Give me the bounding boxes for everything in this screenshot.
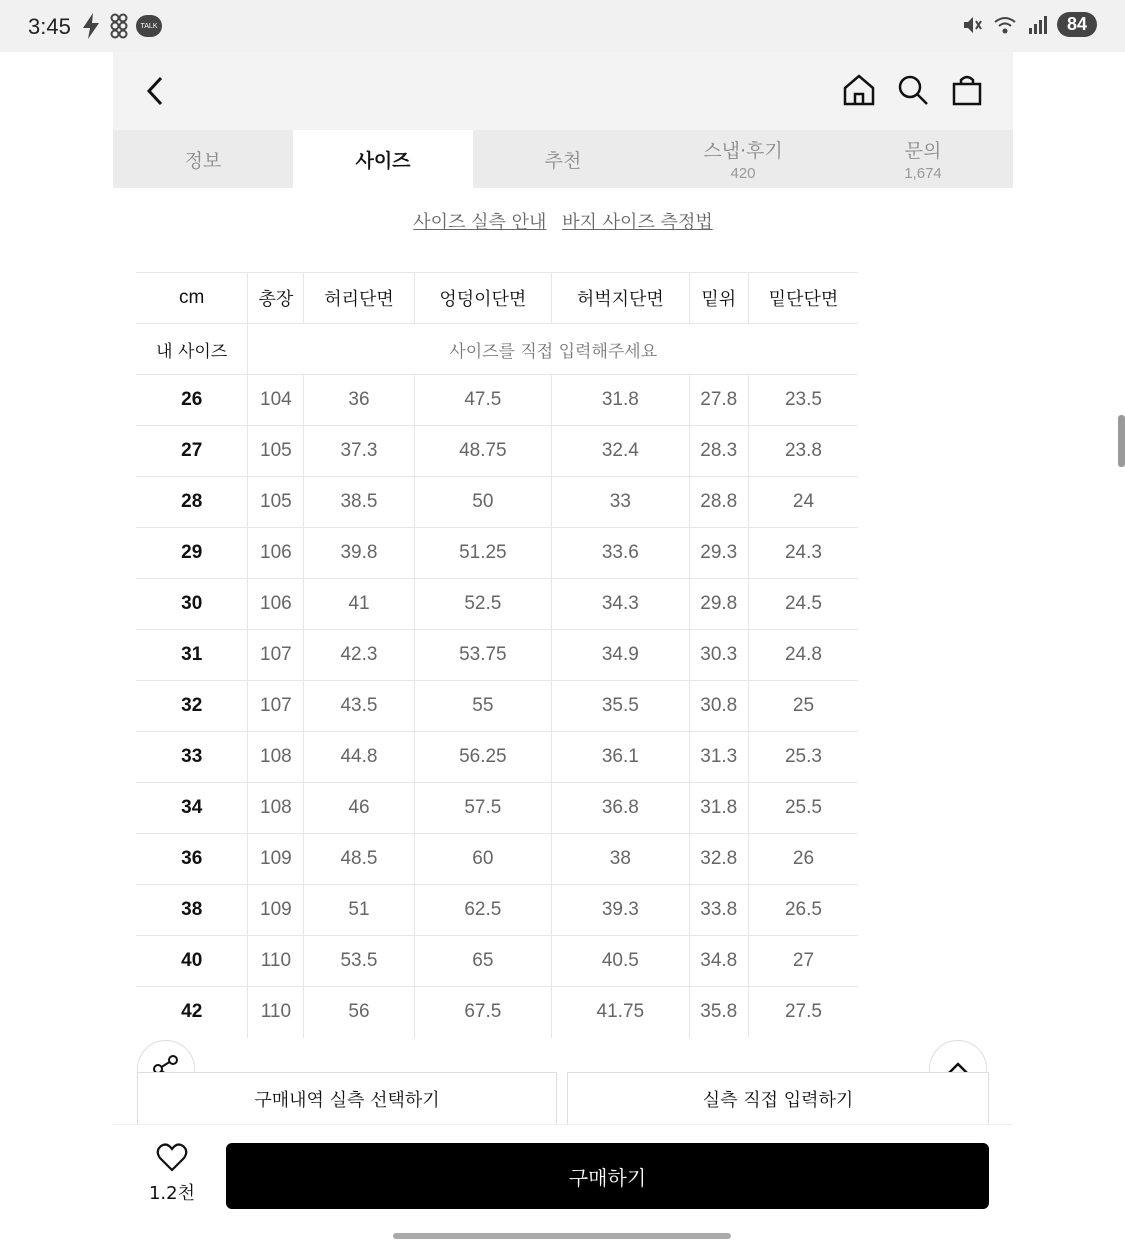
- measurement-cell: 105: [248, 426, 304, 477]
- measurement-cell: 60: [414, 834, 551, 885]
- home-icon: [841, 72, 877, 108]
- measurement-cell: 26.5: [748, 885, 858, 936]
- measurement-cell: 36.1: [552, 732, 689, 783]
- measurement-cell: 26: [748, 834, 858, 885]
- table-row: [136, 987, 858, 1038]
- table-header: 엉덩이단면: [414, 273, 551, 324]
- mute-icon: [961, 14, 983, 36]
- measurement-cell: 110: [248, 936, 304, 987]
- measurement-cell: 31.8: [552, 375, 689, 426]
- size-label: 38: [136, 885, 248, 936]
- tab-info[interactable]: [113, 130, 293, 188]
- measurement-cell: 32.4: [552, 426, 689, 477]
- like-count: 1.2천: [148, 1183, 195, 1204]
- size-label: 28: [136, 477, 248, 528]
- measurement-cell: 41: [304, 579, 414, 630]
- size-table: [136, 272, 858, 1038]
- tab-label: 스냅·후기: [703, 140, 783, 162]
- size-label: 40: [136, 936, 248, 987]
- home-button[interactable]: [841, 72, 877, 108]
- measurement-cell: 23.8: [748, 426, 858, 477]
- table-header: 밑위: [689, 273, 748, 324]
- table-row: [136, 783, 858, 834]
- measurement-cell: 24.5: [748, 579, 858, 630]
- measurement-cell: 50: [414, 477, 551, 528]
- my-size-prompt[interactable]: 사이즈를 직접 입력해주세요: [248, 324, 858, 375]
- measurement-cell: 38: [552, 834, 689, 885]
- table-row: [136, 630, 858, 681]
- measurement-cell: 37.3: [304, 426, 414, 477]
- measurement-cell: 30.8: [689, 681, 748, 732]
- measurement-cell: 24.8: [748, 630, 858, 681]
- measurement-cell: 31.3: [689, 732, 748, 783]
- measurement-cell: 27: [748, 936, 858, 987]
- measurement-cell: 109: [248, 885, 304, 936]
- measurement-cell: 29.3: [689, 528, 748, 579]
- measurement-cell: 51.25: [414, 528, 551, 579]
- select-purchase-history-button[interactable]: 구매내역 실측 선택하기: [137, 1072, 557, 1124]
- measurement-cell: 39.3: [552, 885, 689, 936]
- top-icons: [841, 72, 985, 108]
- cart-button[interactable]: [949, 72, 985, 108]
- table-header: 허벅지단면: [552, 273, 689, 324]
- measurement-cell: 56.25: [414, 732, 551, 783]
- grid-app-icon: [110, 13, 128, 39]
- measurement-cell: 46: [304, 783, 414, 834]
- measurement-cell: 24: [748, 477, 858, 528]
- size-label: 27: [136, 426, 248, 477]
- measurement-cell: 106: [248, 579, 304, 630]
- wifi-icon: [993, 14, 1017, 36]
- search-icon: [895, 72, 931, 108]
- size-label: 34: [136, 783, 248, 834]
- measurement-cell: 35.5: [552, 681, 689, 732]
- measurement-cell: 34.8: [689, 936, 748, 987]
- size-label: 26: [136, 375, 248, 426]
- size-guide-links: [113, 208, 1013, 234]
- measurement-cell: 28.8: [689, 477, 748, 528]
- measurement-cell: 25.5: [748, 783, 858, 834]
- direct-input-button[interactable]: 실측 직접 입력하기: [567, 1072, 989, 1124]
- tab-label: 사이즈: [355, 149, 411, 172]
- size-label: 36: [136, 834, 248, 885]
- size-label: 29: [136, 528, 248, 579]
- measurement-cell: 106: [248, 528, 304, 579]
- bolt-icon: [80, 12, 102, 40]
- table-row: [136, 477, 858, 528]
- table-header: 총장: [248, 273, 304, 324]
- measurement-cell: 44.8: [304, 732, 414, 783]
- measurement-cell: 25: [748, 681, 858, 732]
- size-guide-link[interactable]: 사이즈 실측 안내: [413, 212, 547, 233]
- size-label: 31: [136, 630, 248, 681]
- measurement-cell: 28.3: [689, 426, 748, 477]
- measurement-cell: 56: [304, 987, 414, 1038]
- measurement-cell: 30.3: [689, 630, 748, 681]
- buy-button[interactable]: 구매하기: [226, 1143, 989, 1209]
- shopping-bag-icon: [949, 72, 985, 108]
- search-button[interactable]: [895, 72, 931, 108]
- table-header: cm: [136, 273, 248, 324]
- size-label: 33: [136, 732, 248, 783]
- measurement-cell: 40.5: [552, 936, 689, 987]
- table-row: [136, 528, 858, 579]
- top-bar: [113, 52, 1013, 130]
- table-row: [136, 834, 858, 885]
- table-header: 밑단단면: [748, 273, 858, 324]
- table-row: [136, 579, 858, 630]
- heart-icon: [156, 1143, 188, 1173]
- measurement-cell: 67.5: [414, 987, 551, 1038]
- measurement-cell: 109: [248, 834, 304, 885]
- my-size-row[interactable]: [136, 324, 858, 375]
- measurement-cell: 53.5: [304, 936, 414, 987]
- measurement-cell: 31.8: [689, 783, 748, 834]
- measurement-cell: 32.8: [689, 834, 748, 885]
- table-row: [136, 426, 858, 477]
- status-left-icons: [80, 12, 162, 40]
- measurement-cell: 108: [248, 732, 304, 783]
- tab-label: 추천: [544, 149, 582, 172]
- measurement-cell: 48.75: [414, 426, 551, 477]
- measurement-cell: 105: [248, 477, 304, 528]
- measurement-cell: 65: [414, 936, 551, 987]
- tab-reviews[interactable]: [653, 130, 833, 188]
- table-row: [136, 936, 858, 987]
- measurement-cell: 48.5: [304, 834, 414, 885]
- tab-size[interactable]: [293, 130, 473, 188]
- pants-measure-link[interactable]: 바지 사이즈 측정법: [562, 212, 713, 233]
- scrollbar-thumb[interactable]: [1118, 415, 1125, 467]
- measurement-cell: 33.6: [552, 528, 689, 579]
- measurement-cell: 55: [414, 681, 551, 732]
- measurement-cell: 29.8: [689, 579, 748, 630]
- like-button[interactable]: [143, 1143, 201, 1205]
- measurement-cell: 62.5: [414, 885, 551, 936]
- product-tabs: [113, 130, 1013, 188]
- measurement-cell: 36: [304, 375, 414, 426]
- measurement-cell: 107: [248, 681, 304, 732]
- measurement-cell: 25.3: [748, 732, 858, 783]
- measurement-cell: 38.5: [304, 477, 414, 528]
- tab-recommend[interactable]: [473, 130, 653, 188]
- table-header: 허리단면: [304, 273, 414, 324]
- tab-count: 1,674: [904, 165, 942, 182]
- measurement-cell: 23.5: [748, 375, 858, 426]
- measurement-cell: 104: [248, 375, 304, 426]
- measurement-cell: 51: [304, 885, 414, 936]
- measurement-cell: 110: [248, 987, 304, 1038]
- tab-count: 420: [730, 165, 756, 182]
- tab-label: 문의: [904, 140, 942, 162]
- back-button[interactable]: [141, 74, 171, 108]
- kakaotalk-icon: TALK: [136, 15, 162, 37]
- measurement-cell: 34.9: [552, 630, 689, 681]
- my-size-label: 내 사이즈: [136, 324, 248, 375]
- table-row: [136, 885, 858, 936]
- status-right: [961, 12, 1097, 37]
- measurement-cell: 52.5: [414, 579, 551, 630]
- table-row: [136, 732, 858, 783]
- tab-label: 정보: [184, 149, 222, 172]
- measurement-cell: 57.5: [414, 783, 551, 834]
- measurement-cell: 24.3: [748, 528, 858, 579]
- battery-indicator: 84: [1057, 12, 1097, 37]
- bottom-bar: [113, 1124, 1013, 1224]
- measurement-cell: 41.75: [552, 987, 689, 1038]
- measurement-cell: 107: [248, 630, 304, 681]
- size-label: 32: [136, 681, 248, 732]
- table-header-row: [136, 273, 858, 324]
- measurement-cell: 108: [248, 783, 304, 834]
- measurement-cell: 42.3: [304, 630, 414, 681]
- measurement-cell: 39.8: [304, 528, 414, 579]
- measurement-cell: 33: [552, 477, 689, 528]
- status-bar: [0, 0, 1125, 52]
- size-label: 42: [136, 987, 248, 1038]
- table-row: [136, 681, 858, 732]
- size-label: 30: [136, 579, 248, 630]
- measurement-cell: 43.5: [304, 681, 414, 732]
- measurement-cell: 27.5: [748, 987, 858, 1038]
- measurement-cell: 33.8: [689, 885, 748, 936]
- table-row: [136, 375, 858, 426]
- measurement-cell: 36.8: [552, 783, 689, 834]
- measurement-cell: 35.8: [689, 987, 748, 1038]
- measurement-cell: 47.5: [414, 375, 551, 426]
- signal-icon: [1027, 14, 1047, 36]
- home-indicator[interactable]: [393, 1233, 731, 1239]
- measurement-cell: 34.3: [552, 579, 689, 630]
- tab-inquiry[interactable]: [833, 130, 1013, 188]
- measurement-cell: 27.8: [689, 375, 748, 426]
- back-icon: [141, 74, 171, 108]
- product-page: [113, 52, 1013, 1248]
- status-time: 3:45: [28, 14, 71, 39]
- measurement-cell: 53.75: [414, 630, 551, 681]
